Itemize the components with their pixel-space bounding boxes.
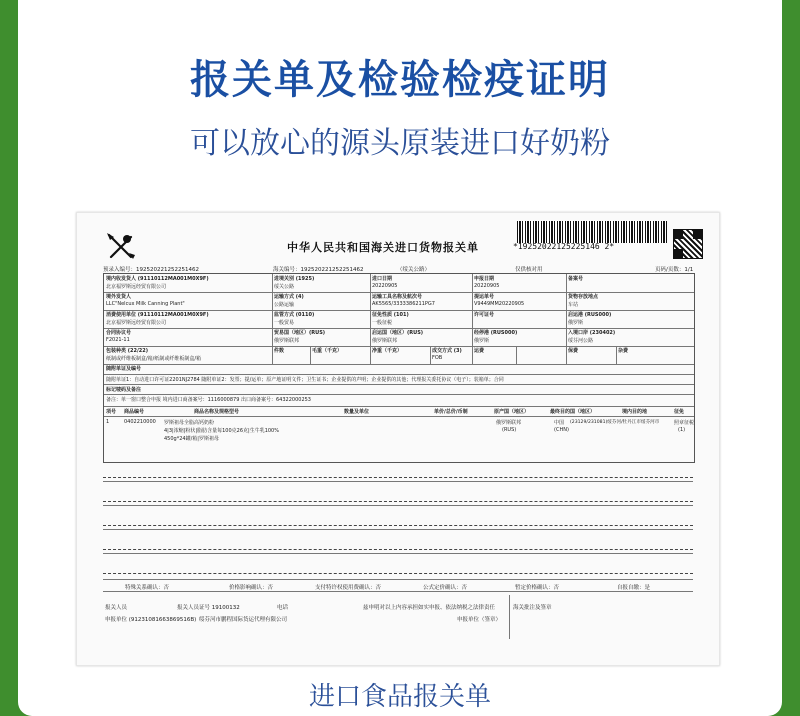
price-impact: 价格影响确认：否 — [229, 585, 274, 591]
net-label: 净重（千克） — [372, 348, 403, 354]
shipper-value: LLC"Nelcux Milk Canning Plant" — [106, 301, 185, 307]
bl-label: 提运单号 — [474, 294, 495, 300]
package-label: 包装种类 (22/22) — [106, 348, 149, 354]
item-dest-code: (CHN) — [554, 427, 569, 433]
form-title: 中华人民共和国海关进口货物报关单 — [287, 241, 479, 254]
docs-value: 随附单证1：自动进口许可证2201NJ2784 随附单证2：发票；提/运单；原产地证明文件；卫生证书；企业提供的声明；企业提供的其他；代理报关委托协议（电子）；装箱单；合同 — [106, 377, 504, 383]
transit-label: 经停港 (RUS000) — [474, 330, 518, 336]
declare-date-label: 申报日期 — [474, 276, 495, 282]
entry-port-value: 绥关公路 — [274, 284, 295, 290]
bl-value: V9449MM20220905 — [474, 301, 525, 307]
contract-label: 合同协议号 — [106, 330, 132, 336]
trade-country-label: 贸易国（地区）(RUS) — [274, 330, 326, 336]
tax-label: 征免性质 (101) — [372, 312, 409, 318]
item-tax-code: (1) — [678, 427, 686, 433]
customs-no: 海关编号：192520221252251462 — [273, 267, 364, 273]
prerecord-no: 预录入编号：192520221252251462 — [103, 267, 199, 273]
item-header-origin: 原产国（地区） — [494, 409, 530, 415]
deal-value: FOB — [432, 355, 443, 361]
deal-label: 成交方式 (3) — [432, 348, 462, 354]
user-label: 消费使用单位 (91110112MA001M0X9F) — [106, 312, 209, 318]
special-relation: 特殊关系确认：否 — [125, 585, 170, 591]
license-label: 许可证号 — [474, 312, 495, 318]
barcode-number: *19252022125225146 2* — [513, 242, 615, 251]
tax-value: 一般征税 — [372, 320, 393, 326]
customs-declaration-image — [76, 212, 720, 666]
formula-price: 公式定价确认：否 — [423, 585, 468, 591]
storage-label: 货物存放地点 — [568, 294, 599, 300]
freight-label: 运费 — [474, 348, 485, 354]
item-tax: 照章征税 — [674, 420, 695, 426]
item-header-tax: 征免 — [674, 409, 685, 415]
declaration-grid — [103, 273, 695, 463]
declarant-label: 报关人员 — [105, 605, 128, 611]
shipper-label: 境外发货人 — [106, 294, 132, 300]
empty-row-line — [103, 549, 693, 550]
user-value: 北京福罗斯远经贸有限公司 — [106, 320, 167, 326]
for-reference: 仅供核对用 — [515, 267, 543, 273]
empty-row-line — [103, 505, 693, 506]
insurance-label: 保费 — [568, 348, 579, 354]
item-code: 0402210000 — [124, 419, 156, 425]
customs-remark-divider — [509, 595, 510, 639]
misc-label: 杂费 — [618, 348, 629, 354]
self-report: 自报自缴：是 — [617, 585, 651, 591]
consignee-value: 北京福罗斯远经贸有限公司 — [106, 284, 167, 290]
empty-row-line — [103, 573, 693, 574]
confirm-row-line — [103, 591, 693, 592]
dep-port-value: 俄罗斯 — [568, 320, 584, 326]
transit-value: 俄罗斯 — [474, 338, 490, 344]
import-date-label: 进口日期 — [372, 276, 393, 282]
record-no-label: 备案号 — [568, 276, 584, 282]
item-name-3: 450g*24罐/箱|罗斯祖母 — [164, 436, 219, 442]
customs-remark: 海关批注及签章 — [513, 605, 552, 611]
item-origin-code: (RUS) — [502, 427, 517, 433]
contract-value: F2021-11 — [106, 337, 130, 343]
empty-row-line — [103, 481, 693, 482]
item-header-district: 境内目的地 — [622, 409, 648, 415]
remarks-label: 标记唛码及备注 — [106, 387, 142, 393]
empty-row-line — [103, 553, 693, 554]
empty-row-line — [103, 501, 693, 502]
empty-row-line — [103, 529, 693, 530]
package-value: 纸制或纤维板制盒/箱/纸制或纤维板制盒/箱 — [106, 356, 202, 362]
empty-row-line — [103, 477, 693, 478]
customs-emblem-icon — [105, 231, 137, 261]
page-title: 报关单及检验检疫证明 — [190, 57, 610, 103]
page-subtitle: 可以放心的源头原装进口好奶粉 — [190, 126, 610, 161]
origin-country-label: 启运国（地区）(RUS) — [372, 330, 424, 336]
entry-port-label: 进境关别 (1925) — [274, 276, 315, 282]
gross-label: 毛重（千克） — [312, 348, 343, 354]
provisional-price: 暂定价格确认：否 — [515, 585, 560, 591]
barcode — [517, 221, 667, 243]
declarant-id: 报关人员证号 19100132 — [177, 605, 240, 611]
declare-date-value: 20220905 — [474, 283, 500, 289]
pieces-label: 件数 — [274, 348, 285, 354]
remarks-value: 备注：单一窗口整合申报 境内进口商备案号：1116000879 出口商备案号：64322000253 — [106, 397, 311, 403]
declare-unit-value: 绥芬河市鹏程国际货运代理有限公司 — [199, 617, 288, 623]
entry-place-value: 绥芬河公路 — [568, 338, 594, 344]
transport-label: 运输方式 (4) — [274, 294, 304, 300]
empty-row-line — [103, 579, 693, 580]
entry-place-label: 入境口岸 (230402) — [568, 330, 616, 336]
consignee-label: 境内收发货人 (91110112MA001M0X9F) — [106, 276, 209, 282]
transport-value: 公路运输 — [274, 302, 295, 308]
royalty-confirm: 支付特许权使用费确认：否 — [315, 585, 382, 591]
item-origin: 俄罗斯联邦 — [496, 420, 522, 426]
empty-row-line — [103, 525, 693, 526]
declaration-statement: 兹申明对以上内容承担如实申报、依法纳税之法律责任 — [363, 605, 496, 611]
docs-label: 随附单证及编号 — [106, 366, 142, 372]
page-count: 页码/页数：1/1 — [655, 267, 694, 273]
vehicle-label: 运输工具名称及航次号 — [372, 294, 423, 300]
trade-country-value: 俄罗斯联邦 — [274, 338, 300, 344]
item-no: 1 — [106, 419, 110, 425]
image-caption: 进口食品报关单 — [308, 682, 491, 712]
vehicle-value: AK5565/3333386211PG7 — [372, 301, 435, 307]
item-header-dest: 最终目的国（地区） — [550, 409, 596, 415]
trade-label: 监管方式 (0110) — [274, 312, 315, 318]
customs-name: （绥关公路） — [397, 267, 431, 273]
item-header-price: 单价/总价/币制 — [434, 409, 468, 415]
storage-value: 车站 — [568, 302, 579, 308]
item-name-1: 罗斯祖母全脂高钙奶粉 — [164, 420, 215, 426]
declare-unit-sign: 申报单位（签章） — [457, 617, 502, 623]
item-header-name: 商品名称及规格型号 — [194, 409, 240, 415]
item-header-qty: 数量及单位 — [344, 409, 370, 415]
item-name-2: 4|3|浓缩|粉状|脂肪含量每100克26克|生牛乳100% — [164, 428, 279, 434]
phone-label: 电话 — [277, 605, 289, 611]
item-header-no: 项号 — [106, 409, 117, 415]
origin-country-value: 俄罗斯联邦 — [372, 338, 398, 344]
qr-code-icon — [673, 229, 703, 259]
item-dest: 中国 — [554, 420, 565, 426]
item-header-code: 商品编号 — [124, 409, 145, 415]
trade-value: 一般贸易 — [274, 320, 295, 326]
import-date-value: 20220905 — [372, 283, 398, 289]
declare-unit-label: 申报单位 (91231081663869516B) — [105, 617, 197, 623]
dep-port-label: 启运港 (RUS000) — [568, 312, 612, 318]
item-district: (23129/231081)绥芬河/牡丹江市绥芬河市 — [570, 420, 660, 425]
